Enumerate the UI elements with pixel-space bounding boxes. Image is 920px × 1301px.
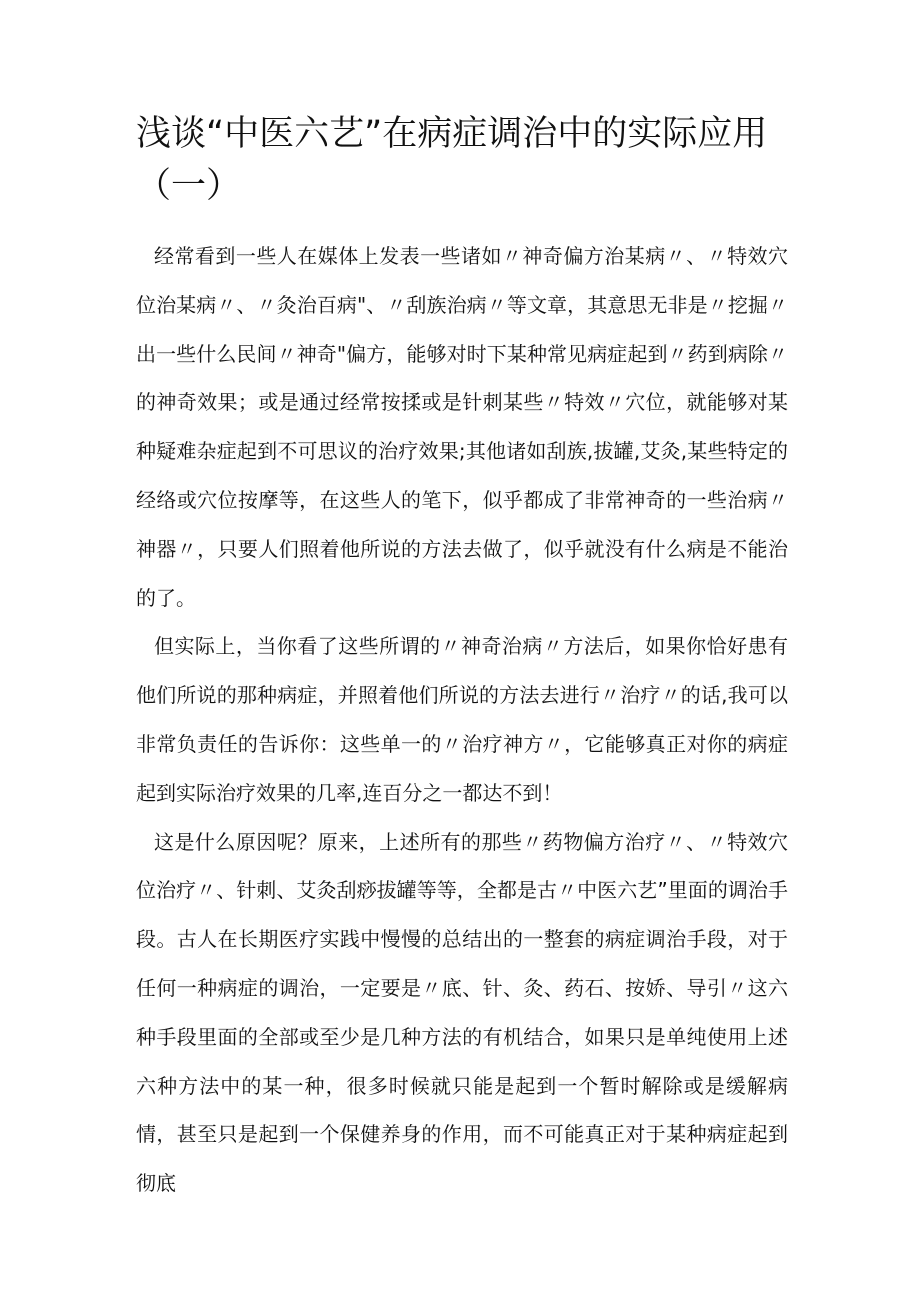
article-body <box>136 232 788 1208</box>
paragraph-2: 但实际上，当你看了这些所谓的〃神奇治病〃方法后，如果你恰好患有他们所说的那种病症，并照着他们所说的方法去进行〃治疗〃的话,我可以非常负责任的告诉你：这些单一的〃治疗神方〃，它能够真正对你的病症起到实际治疗效果的几率,连百分之一都达不到！ <box>136 634 788 805</box>
paragraph-3: 这是什么原因呢？原来，上述所有的那些〃药物偏方治疗〃、〃特效穴位治疗〃、针刺、艾灸刮痧拔罐等等，全都是古〃中医六艺”里面的调治手段。古人在长期医疗实践中慢慢的总结出的一整套的病症调治手段，对于任何一种病症的调治，一定要是〃底、针、灸、药石、按娇、导引〃这六种手段里面的全部或至少是几种方法的有机结合，如果只是单纯使用上述六种方法中的某一种，很多时候就只能是起到一个暂时解除或是缓解病情，甚至只是起到一个保健养身的作用，而不可能真正对于某种病症起到彻底 <box>136 829 788 1196</box>
article-title: 浅谈“中医六艺”在病症调治中的实际应用（一） <box>136 114 768 206</box>
paragraph-1: 经常看到一些人在媒体上发表一些诸如〃神奇偏方治某病〃、〃特效穴位治某病〃、〃灸治百病"、〃刮族治病〃等文章，其意思无非是〃挖掘〃出一些什么民间〃神奇"偏方，能够对时下某种常见病症起到〃药到病除〃的神奇效果；或是通过经常按揉或是针刺某些〃特效〃穴位，就能够对某种疑难杂症起到不可思议的治疗效果;其他诸如刮族,拔罐,艾灸,某些特定的经络或穴位按摩等，在这些人的笔下，似乎都成了非常神奇的一些治病〃神器〃，只要人们照着他所说的方法去做了，似乎就没有什么病是不能治的了。 <box>136 244 788 610</box>
